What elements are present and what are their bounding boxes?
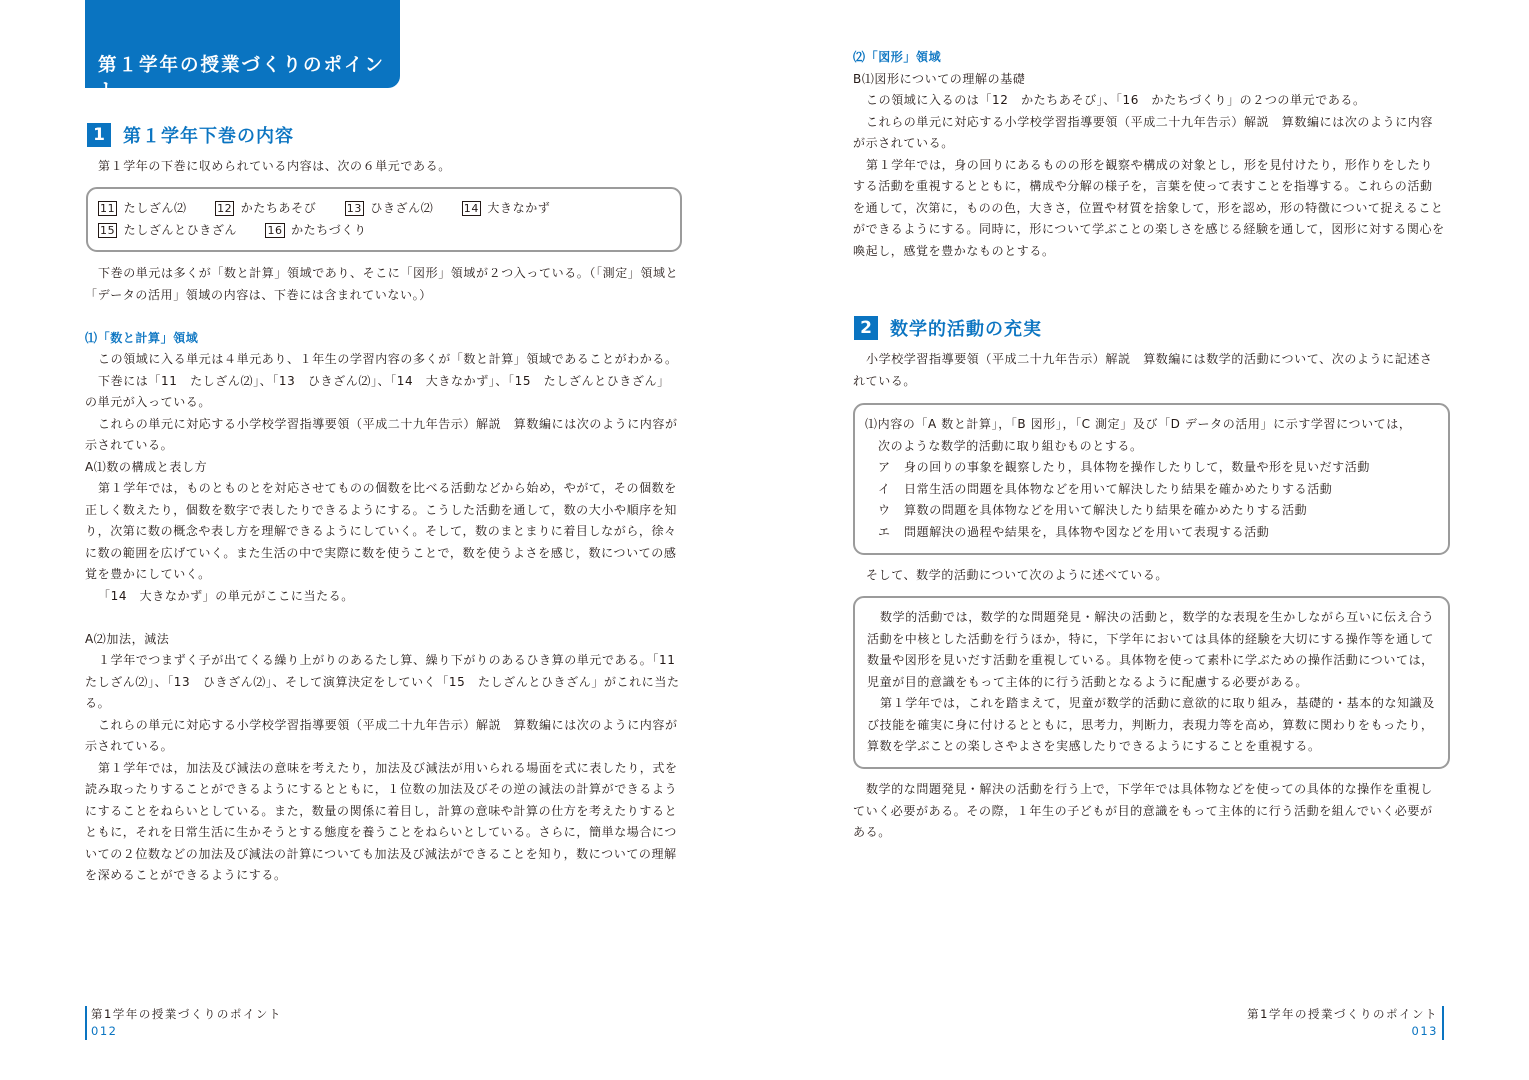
section-number-badge: 1: [87, 123, 111, 147]
quote-paragraph: 数学的活動では，数学的な問題発見・解決の活動と，数学的な表現を生かしながら互いに伝え合う活動を中核とした活動を行うほか，特に，下学年においては具体的経験を大切にする操作等を通して数量や図形を見いだす活動を重視している。具体物を使って素朴に学ぶための操作活動については，児童が目的意識をもって主体的に行う活動となるように配慮する必要がある。: [867, 610, 1435, 689]
list-item: ウ 算数の問題を具体物などを用いて解決したり結果を確かめたりする活動: [878, 503, 1308, 517]
section-2-intro: [853, 349, 1445, 392]
page-number: 013: [1411, 1024, 1438, 1038]
paragraph: 下巻の単元は多くが「数と計算」領域であり、そこに「図形」領域が２つ入っている。（「測定」領域と「データの活用」領域の内容は、下巻には含まれていない。）: [85, 266, 679, 302]
left-page: [0, 0, 764, 1080]
unit-item: 11 たしざん⑵: [100, 201, 187, 215]
paragraph: １学年でつまずく子が出てくる繰り上がりのあるたし算、繰り下がりのあるひき算の単元である。「11 たしざん⑵」、「13 ひきざん⑵」、そして演算決定をしていく「15 たしざんとひきざん」がこれに当たる。: [85, 653, 689, 710]
subsection-heading: ⑴「数と計算」領域: [85, 330, 199, 345]
right-footer: [1247, 1006, 1444, 1040]
quote-box: [853, 596, 1450, 769]
page-number: 012: [91, 1024, 118, 1038]
paragraph: この領域に入るのは「12 かたちあそび」、「16 かたちづくり」の２つの単元である。: [866, 93, 1366, 107]
unit-item: 14 大きなかず: [463, 201, 551, 215]
paragraph: これらの単元に対応する小学校学習指導要領（平成二十九年告示）解説 算数編には次のように内容が示されている。: [85, 416, 678, 452]
chapter-banner: 第１学年の授業づくりのポイント: [85, 0, 400, 88]
unit-list-box: [86, 187, 682, 252]
unit-item: 16 かたちづくり: [267, 222, 367, 237]
left-body: [85, 263, 689, 887]
activity-list-box: [853, 403, 1450, 555]
right-page: [764, 0, 1529, 1080]
footer-title: 第1学年の授業づくりのポイント: [91, 1007, 282, 1021]
paragraph: これらの単元に対応する小学校学習指導要領（平成二十九年告示）解説 算数編には次のように内容が示されている。: [85, 717, 678, 753]
section-1-heading: [87, 122, 294, 148]
box-lead: 次のような数学的活動に取り組むものとする。: [878, 438, 1143, 453]
content-heading: A⑵加法，減法: [85, 631, 170, 646]
unit-item: 15 たしざんとひきざん: [100, 222, 238, 237]
section-2-heading: [854, 315, 1042, 341]
quote-paragraph: 第１学年では，これを踏まえて，児童が数学的活動に意欲的に取り組み，基礎的・基本的な知識及び技能を確実に身に付けるとともに，思考力，判断力，表現力等を高め，算数に関わりをもったり，算数を学ぶことの楽しさやよさを実感したりできるようにすることを重視する。: [867, 696, 1435, 753]
footer-title: 第1学年の授業づくりのポイント: [1247, 1007, 1438, 1021]
content-heading: B⑴図形についての理解の基礎: [853, 71, 1026, 86]
paragraph: この領域に入る単元は４単元あり、１年生の学習内容の多くが「数と計算」領域であることがわかる。: [98, 352, 678, 366]
paragraph: 第１学年では，ものとものとを対応させてものの個数を比べる活動などから始め，やがて，その個数を正しく数えたり，個数を数字で表したりできるようにする。こうした活動を通して，数の大小や順序を知り，次第に数の概念や表し方を理解できるようにしていく。そして，数のまとまりに着目しながら，徐々に数の範囲を広げていく。また生活の中で実際に数を使うことで，数を使うよさを感じ，数についての感覚を豊かにしていく。: [85, 481, 677, 581]
section-title: 数学的活動の充実: [890, 319, 1042, 340]
unit-item: 12 かたちあそび: [217, 201, 317, 215]
box-lead: ⑴内容の「A 数と計算」，「B 図形」，「C 測定」及び「D データの活用」に示す学習については，: [865, 417, 1412, 431]
paragraph: 数学的な問題発見・解決の活動を行う上で，下学年では具体物などを使っての具体的な操作を重視していく必要がある。その際，１年生の子どもが目的意識をもって主体的に行う活動を組んでいく必要がある。: [853, 782, 1433, 839]
paragraph: 小学校学習指導要領（平成二十九年告示）解説 算数編には数学的活動について、次のように記述されている。: [853, 352, 1433, 388]
closing-text: [853, 779, 1445, 844]
paragraph: 「14 大きなかず」の単元がここに当たる。: [98, 588, 354, 603]
intro-text: 第１学年の下巻に収められている内容は、次の６単元である。: [98, 159, 451, 173]
paragraph: これらの単元に対応する小学校学習指導要領（平成二十九年告示）解説 算数編には次のように内容が示されている。: [853, 114, 1434, 150]
paragraph: 第１学年では，身の回りにあるものの形を観察や構成の対象とし，形を見付けたり，形作りをしたりする活動を重視するとともに，構成や分解の様子を，言葉を使って表すことを指導する。これらの活動を通して，次第に，ものの色，大きさ，位置や材質を捨象して，形を認め，形の特徴について捉えることができるようにする。同時に，形について学ぶことの楽しさを感じる経験を通して，図形に対する関心を喚起し，感覚を豊かなものとする。: [853, 157, 1445, 258]
list-item: イ 日常生活の問題を具体物などを用いて解決したり結果を確かめたりする活動: [878, 481, 1333, 496]
paragraph: 下巻には「11 たしざん⑵」、「13 ひきざん⑵」、「14 大きなかず」、「15 たしざんとひきざん」の単元が入っている。: [85, 373, 670, 409]
section-title: 第１学年下巻の内容: [123, 126, 294, 147]
paragraph: そして、数学的活動について次のように述べている。: [866, 568, 1168, 582]
left-footer: [85, 1006, 282, 1040]
subsection-heading: ⑵「図形」領域: [853, 50, 942, 64]
content-heading: A⑴数の構成と表し方: [85, 459, 208, 474]
list-item: ア 身の回りの事象を観察したり，具体物を操作したりして，数量や形を見いだす活動: [878, 460, 1370, 474]
section-number-badge: 2: [854, 316, 878, 340]
quote-intro: [853, 565, 1445, 587]
list-item: エ 問題解決の過程や結果を，具体物や図などを用いて表現する活動: [878, 524, 1270, 539]
unit-item: 13 ひきざん⑵: [346, 201, 434, 215]
right-top-body: [853, 47, 1445, 262]
paragraph: 第１学年では，加法及び減法の意味を考えたり，加法及び減法が用いられる場面を式に表したり，式を読み取ったりすることができるようにするとともに，１位数の加法及びその逆の減法の計算ができるようにすることをねらいとしている。また，数量の関係に着目し，計算の意味や計算の仕方を考えたりするとともに，それを日常生活に生かそうとする態度を養うことをねらいとしている。さらに，簡単な場合についての２位数などの加法及び減法の計算についても加法及び減法ができることを知り，数についての理解を深めることができるようにする。: [85, 760, 678, 882]
